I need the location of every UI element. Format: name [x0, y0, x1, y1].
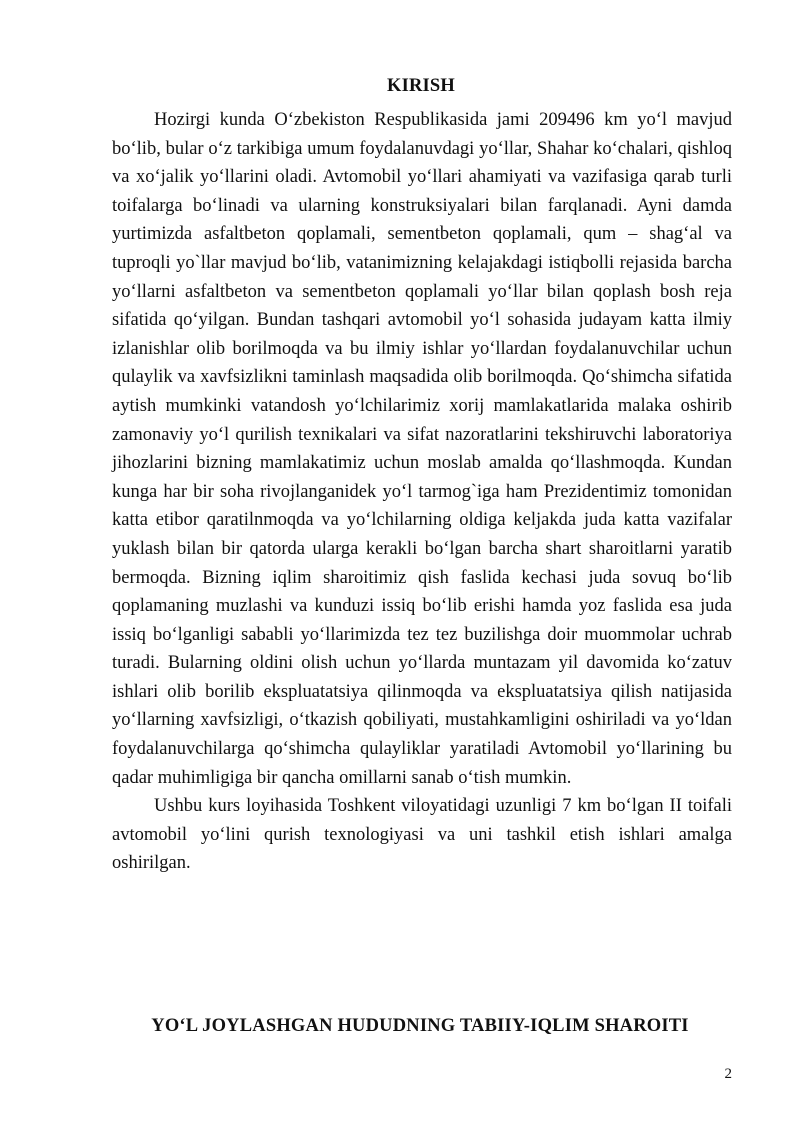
section-heading-intro: KIRISH — [386, 76, 456, 96]
page-number: 2 — [724, 1066, 732, 1082]
section-heading-climate: YO‘L JOYLASHGAN HUDUDNING TABIIY-IQLIM SHAROITI — [151, 1016, 689, 1036]
body-text — [112, 106, 732, 878]
paragraph-project-summary: Ushbu kurs loyihasida Toshkent viloyatidagi uzunligi 7 km bo‘lgan II toifali avtomobil yo‘lini qurish texnologiyasi va uni tashkil etish ishlari amalga oshirilgan. — [112, 796, 732, 874]
paragraph-intro: Hozirgi kunda O‘zbekiston Respublikasida jami 209496 km yo‘l mavjud bo‘lib, bular o‘z tarkibiga umum foydalanuvdagi yo‘llar, Shahar ko‘chalari, qishloq va xo‘jalik yo‘llarini oladi. Avtomobil yo‘llari ahamiyati va vazifasiga qarab turli toifalarga bo‘linadi va ularning konstruksiyalari bilan farqlanadi. Ayni damda yurtimizda asfaltbeton qoplamali, sementbeton qoplamali, qum – shag‘al va tuproqli yo`llar mavjud bo‘lib, vatanimizning kelajakdagi istiqbolli rejasida barcha yo‘llarni asfaltbeton va sementbeton qoplamali yo‘llar bilan qoplash bosh reja sifatida qo‘yilgan. Bundan tashqari avtomobil yo‘l sohasida judayam katta ilmiy izlanishlar olib borilmoqda va bu ilmiy ishlar yo‘llardan foydalanuvchilar uchun qulaylik va xavfsizlikni taminlash maqsadida olib borilmoqda. Qo‘shimcha sifatida aytish mumkinki vatandosh yo‘lchilarimiz xorij mamlakatlarida malaka oshirib zamonaviy yo‘l qurilish texnikalari va sifat nazoratlarini tekshiruvchi laboratoriya jihozlarini bizning mamlakatimiz uchun moslab amalda qo‘llashmoqda. Kundan kunga har bir soha rivojlanganidek yo‘l tarmog`iga ham Prezidentimiz tomonidan katta etibor qaratilnmoqda va yo‘lchilarning oldiga keljakda juda katta vazifalar yuklash bilan bir qatorda ularga kerakli bo‘lgan barcha shart sharoitlarni yaratib bermoqda. Bizning iqlim sharoitimiz qish faslida kechasi juda sovuq bo‘lib qoplamaning muzlashi va kunduzi issiq bo‘lib erishi hamda yoz faslida esa juda issiq bo‘lganligi sababli yo‘llarimizda tez tez buzilishga doir muommolar uchrab turadi. Bularning oldini olish uchun yo‘llarda muntazam yil davomida ko‘zatuv ishlari olib borilib ekspluatatsiya qilinmoqda va ekspluatatsiya qilish natijasida yo‘llarning xavfsizligi, o‘tkazish qobiliyati, mustahkamligini oshiriladi va yo‘ldan foydalanuvchilarga qo‘shimcha qulayliklar yaratiladi Avtomobil yo‘llarining bu qadar muhimligiga bir qancha omillarni sanab o‘tish mumkin. — [112, 110, 732, 788]
